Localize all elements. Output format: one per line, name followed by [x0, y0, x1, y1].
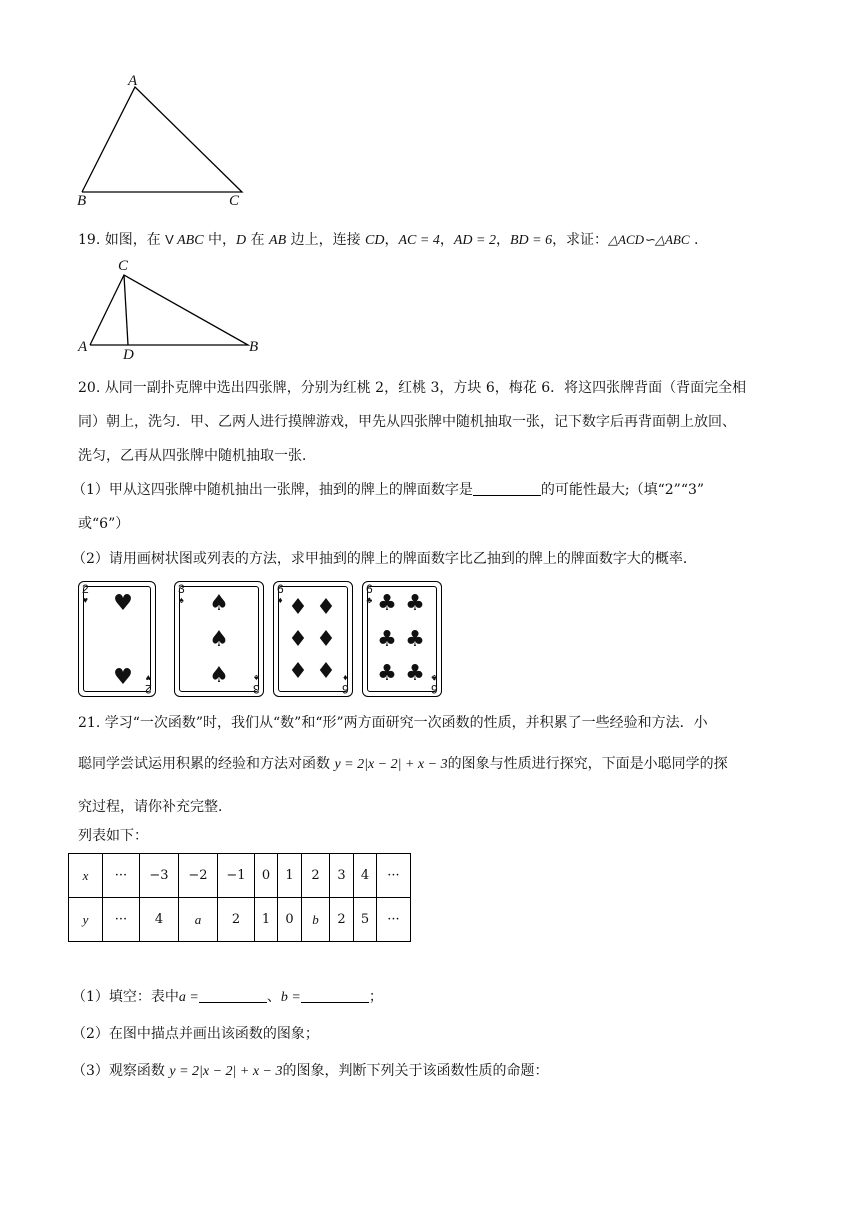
card-corner: 6 ♦	[277, 582, 284, 605]
q21-p1-text: （1）填空：表中	[72, 989, 179, 1005]
card-diamond-6	[273, 581, 353, 697]
spade-icon: ♠	[209, 627, 229, 652]
table-cell: x	[69, 854, 103, 898]
table-cell: 4	[140, 898, 179, 942]
q21-text: 的图象与性质进行探究，下面是小聪同学的探	[447, 756, 728, 772]
card-corner: 2 ♥	[145, 673, 152, 696]
club-icon: ♣	[377, 591, 397, 616]
table-cell: b	[302, 898, 330, 942]
table-cell: 0	[278, 898, 302, 942]
q19-eq-ac: AC = 4	[398, 233, 440, 248]
fig19-label-c: C	[118, 258, 129, 274]
q21-p1-sep: 、	[266, 989, 281, 1005]
heart-icon: ♥	[113, 665, 133, 690]
table-cell: 3	[330, 854, 354, 898]
q19-abc: ABC	[173, 233, 204, 248]
question-20-line-2: 同）朝上，洗匀．甲、乙两人进行摸牌游戏，甲先从四张牌中随机抽取一张，记下数字后再背面朝上放回、	[78, 414, 736, 430]
q19-triangle-symbol: V	[165, 232, 174, 247]
card-corner: 3 ♠	[253, 673, 260, 696]
triangle-abc-figure	[75, 74, 255, 214]
answer-blank[interactable]	[473, 481, 541, 496]
table-cell: ···	[103, 854, 140, 898]
club-icon: ♣	[377, 661, 397, 686]
q21-text: 聪同学尝试运用积累的经验和方法对函数	[78, 756, 335, 772]
question-21-line-2	[78, 754, 728, 775]
question-19	[78, 230, 698, 251]
q21-p3-text: （3）观察函数	[72, 1063, 170, 1079]
card-corner: 6 ♦	[342, 673, 349, 696]
fig18-label-b: B	[77, 193, 87, 209]
fig19-label-d: D	[123, 347, 134, 363]
card-club-6	[362, 581, 442, 697]
question-20-line-3: 洗匀，乙再从四张牌中随机抽取一张．	[78, 448, 316, 464]
table-cell: ···	[377, 854, 411, 898]
q19-number: 19.	[78, 232, 101, 248]
table-cell: 2	[218, 898, 255, 942]
q19-text: ，求证：	[552, 232, 609, 248]
table-cell: 1	[255, 898, 278, 942]
q19-text: 如图，在	[100, 232, 161, 248]
diamond-icon: ♦	[288, 659, 308, 684]
q21-function: y = 2|x − 2| + x − 3	[334, 757, 448, 772]
q19-point-d: D	[236, 233, 247, 248]
table-cell: ···	[377, 898, 411, 942]
q19-text: 在	[246, 232, 270, 248]
value-table	[68, 853, 411, 942]
diamond-icon: ♦	[316, 627, 336, 652]
spade-icon: ♠	[209, 591, 229, 616]
club-icon: ♣	[405, 661, 425, 686]
q19-claim: △ACD∽△ABC	[608, 232, 690, 247]
diamond-icon: ♦	[316, 659, 336, 684]
q21-p1-end: ；	[368, 989, 383, 1005]
q19-text: 中，	[203, 232, 236, 248]
heart-icon: ♥	[113, 591, 133, 616]
diamond-icon: ♦	[288, 595, 308, 620]
table-cell: y	[69, 898, 103, 942]
diamond-icon: ♦	[316, 595, 336, 620]
question-21-line-1: 21. 学习“一次函数”时，我们从“数”和“形”两方面研究一次函数的性质，并积累了一些经验和方法．小	[78, 715, 708, 731]
q20-p1-text: （1）甲从这四张牌中随机抽出一张牌，抽到的牌上的牌面数字是	[72, 482, 473, 498]
diamond-icon: ♦	[288, 627, 308, 652]
q19-eq-ad: AD = 2	[453, 233, 496, 248]
card-corner: 6 ♣	[431, 673, 438, 696]
table-row-x	[69, 854, 411, 898]
question-20-part-1	[72, 480, 704, 500]
q19-end: .	[689, 232, 699, 248]
card-corner: 3 ♠	[178, 582, 185, 605]
card-corner: 2 ♥	[82, 582, 89, 605]
card-spade-3	[174, 581, 264, 697]
club-icon: ♣	[405, 591, 425, 616]
question-20-part-2: （2）请用画树状图或列表的方法，求甲抽到的牌上的牌面数字比乙抽到的牌上的牌面数字大的概率．	[72, 551, 697, 567]
q21-p3-text: 的图象，判断下列关于该函数性质的命题：	[282, 1063, 549, 1079]
fig19-label-a: A	[78, 339, 88, 355]
question-21-line-3: 究过程，请你补充完整．	[78, 799, 232, 815]
q21-function: y = 2|x − 2| + x − 3	[169, 1064, 283, 1079]
answer-blank-b[interactable]	[301, 988, 369, 1003]
q19-eq-bd: BD = 6	[509, 233, 553, 248]
table-cell: 5	[354, 898, 377, 942]
card-corner: 6 ♣	[366, 582, 373, 605]
table-cell: ···	[103, 898, 140, 942]
table-cell: 1	[278, 854, 302, 898]
triangle-acd-figure	[80, 260, 270, 360]
q20-p1-text: 的可能性最大;（填“2”“3”	[540, 482, 705, 498]
spade-icon: ♠	[209, 663, 229, 688]
question-21-part-3	[72, 1061, 549, 1082]
table-row-y	[69, 898, 411, 942]
question-20-part-1-cont: 或“6”）	[78, 516, 130, 532]
q21-a-eq: a =	[178, 990, 199, 1005]
table-cell: 4	[354, 854, 377, 898]
q21-b-eq: b =	[280, 990, 301, 1005]
table-cell: −2	[179, 854, 218, 898]
q19-text: ，	[495, 232, 510, 248]
table-cell: 2	[330, 898, 354, 942]
table-cell: −1	[218, 854, 255, 898]
answer-blank-a[interactable]	[199, 988, 267, 1003]
fig19-label-b: B	[249, 339, 259, 355]
question-20-line-1: 20. 从同一副扑克牌中选出四张牌，分别为红桃 2，红桃 3，方块 6，梅花 6．将这四张牌背面（背面完全相	[78, 380, 747, 396]
table-intro: 列表如下：	[78, 828, 148, 844]
q19-text: ，	[439, 232, 454, 248]
question-21-part-2: （2）在图中描点并画出该函数的图象；	[72, 1026, 319, 1042]
table-cell: a	[179, 898, 218, 942]
q19-text: 边上，连接	[286, 232, 366, 248]
table-cell: 0	[255, 854, 278, 898]
q19-segment-cd: CD	[365, 233, 385, 248]
fig18-label-c: C	[229, 193, 240, 209]
table-cell: −3	[140, 854, 179, 898]
fig18-label-a: A	[128, 73, 138, 89]
club-icon: ♣	[377, 627, 397, 652]
q19-text: ，	[384, 232, 399, 248]
club-icon: ♣	[405, 627, 425, 652]
q19-segment-ab: AB	[269, 233, 287, 248]
card-heart-2	[78, 581, 156, 697]
table-cell: 2	[302, 854, 330, 898]
question-21-part-1	[72, 987, 383, 1008]
